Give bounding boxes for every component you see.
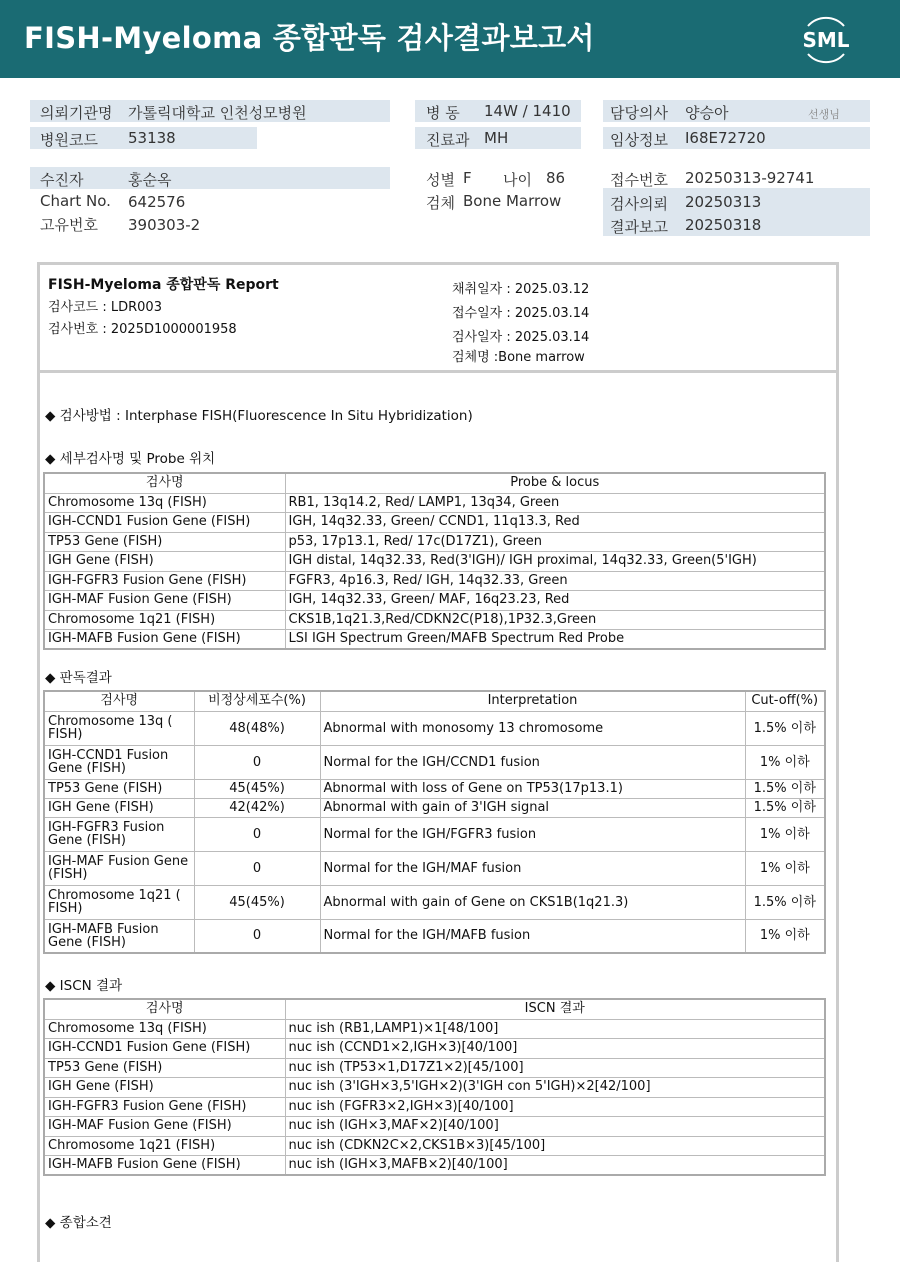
iscn-test-name: IGH-CCND1 Fusion Gene (FISH): [44, 1039, 285, 1059]
sml-logo: [798, 12, 854, 68]
iscn-test-name: IGH-FGFR3 Fusion Gene (FISH): [44, 1097, 285, 1117]
iscn-row: [44, 1058, 825, 1078]
result-test-name: IGH-FGFR3 Fusion Gene (FISH): [44, 817, 194, 851]
department-value: MH: [484, 129, 509, 147]
probe-test-name: Chromosome 1q21 (FISH): [44, 610, 285, 630]
iscn-row: [44, 1019, 825, 1039]
sex-value: F: [463, 169, 472, 187]
result-abnormal-count: 0: [194, 817, 320, 851]
result-cutoff: 1% 이하: [745, 919, 825, 953]
iscn-row: [44, 1136, 825, 1156]
institution-value: 가톨릭대학교 인천성모병원: [128, 104, 307, 122]
iscn-row: [44, 1039, 825, 1059]
result-value: 20250318: [685, 216, 762, 234]
iscn-row: [44, 1097, 825, 1117]
result-test-name: IGH-MAFB Fusion Gene (FISH): [44, 919, 194, 953]
probe-row: [44, 513, 825, 533]
iscn-result: nuc ish (3'IGH×3,5'IGH×2)(3'IGH con 5'IGH)×2[42/100]: [285, 1078, 825, 1098]
result-row: [44, 798, 825, 817]
probe-locus: RB1, 13q14.2, Red/ LAMP1, 13q34, Green: [285, 493, 825, 513]
iscn-test-name: IGH Gene (FISH): [44, 1078, 285, 1098]
probe-test-name: IGH-MAFB Fusion Gene (FISH): [44, 630, 285, 650]
ward-value: 14W / 1410: [484, 102, 571, 120]
result-row: [44, 779, 825, 798]
result-test-name: Chromosome 13q ( FISH): [44, 711, 194, 745]
patient-label: 수진자: [40, 171, 84, 189]
result-interpretation: Abnormal with loss of Gene on TP53(17p13.1): [320, 779, 745, 798]
request-value: 20250313: [685, 193, 762, 211]
unique-value: 390303-2: [128, 216, 201, 234]
receipt-no-label: 접수번호: [610, 171, 668, 189]
doctor-value: 양승아: [685, 104, 729, 122]
iscn-test-name: Chromosome 13q (FISH): [44, 1019, 285, 1039]
age-value: 86: [546, 169, 566, 187]
specimen-name: 검체명 :Bone marrow: [452, 350, 585, 365]
result-abnormal-count: 42(42%): [194, 798, 320, 817]
institution-label: 의뢰기관명: [40, 104, 113, 122]
iscn-row: [44, 1156, 825, 1176]
result-row: [44, 817, 825, 851]
result-test-name: TP53 Gene (FISH): [44, 779, 194, 798]
report-divider: [37, 370, 839, 373]
probe-row: [44, 610, 825, 630]
result-interpretation: Normal for the IGH/MAF fusion: [320, 851, 745, 885]
iscn-result: nuc ish (TP53×1,D17Z1×2)[45/100]: [285, 1058, 825, 1078]
iscn-header-result: ISCN 결과: [285, 999, 825, 1019]
report-title: FISH-Myeloma 종합판독 검사결과보고서: [24, 21, 595, 55]
unique-label: 고유번호: [40, 216, 98, 234]
receipt-no-value: 20250313-92741: [685, 169, 815, 187]
result-cutoff: 1.5% 이하: [745, 885, 825, 919]
iscn-result: nuc ish (IGH×3,MAF×2)[40/100]: [285, 1117, 825, 1137]
probe-table: [43, 472, 826, 650]
iscn-result: nuc ish (FGFR3×2,IGH×3)[40/100]: [285, 1097, 825, 1117]
probe-header-locus: Probe & locus: [285, 473, 825, 493]
result-cutoff: 1.5% 이하: [745, 798, 825, 817]
report-subtitle: FISH-Myeloma 종합판독 Report: [48, 277, 279, 293]
probe-test-name: Chromosome 13q (FISH): [44, 493, 285, 513]
result-abnormal-count: 45(45%): [194, 779, 320, 798]
result-test-name: IGH Gene (FISH): [44, 798, 194, 817]
probe-test-name: TP53 Gene (FISH): [44, 532, 285, 552]
summary-heading: ◆ 종합소견: [45, 1215, 112, 1231]
probe-locus: FGFR3, 4p16.3, Red/ IGH, 14q32.33, Green: [285, 571, 825, 591]
iscn-result: nuc ish (IGH×3,MAFB×2)[40/100]: [285, 1156, 825, 1176]
probe-locus: IGH distal, 14q32.33, Red(3'IGH)/ IGH proximal, 14q32.33, Green(5'IGH): [285, 552, 825, 572]
probe-row: [44, 532, 825, 552]
result-cutoff: 1.5% 이하: [745, 779, 825, 798]
iscn-test-name: TP53 Gene (FISH): [44, 1058, 285, 1078]
iscn-header-name: 검사명: [44, 999, 285, 1019]
result-interpretation: Normal for the IGH/FGFR3 fusion: [320, 817, 745, 851]
iscn-test-name: IGH-MAF Fusion Gene (FISH): [44, 1117, 285, 1137]
result-abnormal-count: 0: [194, 745, 320, 779]
specimen-label: 검체: [426, 194, 455, 212]
result-row: [44, 851, 825, 885]
patient-bar: [30, 167, 390, 189]
probe-locus: CKS1B,1q21.3,Red/CDKN2C(P18),1P32.3,Green: [285, 610, 825, 630]
probe-row: [44, 630, 825, 650]
doctor-label: 담당의사: [610, 104, 668, 122]
clinical-value: I68E72720: [685, 129, 766, 147]
iscn-row: [44, 1117, 825, 1137]
probe-locus: IGH, 14q32.33, Green/ CCND1, 11q13.3, Red: [285, 513, 825, 533]
test-number: 검사번호 : 2025D1000001958: [48, 322, 237, 337]
probe-header-name: 검사명: [44, 473, 285, 493]
iscn-test-name: Chromosome 1q21 (FISH): [44, 1136, 285, 1156]
result-interpretation: Normal for the IGH/MAFB fusion: [320, 919, 745, 953]
result-cutoff: 1.5% 이하: [745, 711, 825, 745]
probe-test-name: IGH-FGFR3 Fusion Gene (FISH): [44, 571, 285, 591]
patient-value: 홍순옥: [128, 171, 172, 189]
result-label: 결과보고: [610, 218, 668, 236]
probe-test-name: IGH-CCND1 Fusion Gene (FISH): [44, 513, 285, 533]
result-header-cutoff: Cut-off(%): [745, 691, 825, 711]
iscn-table: [43, 998, 826, 1176]
result-header-abnormal: 비정상세포수(%): [194, 691, 320, 711]
probe-row: [44, 571, 825, 591]
result-test-name: IGH-CCND1 Fusion Gene (FISH): [44, 745, 194, 779]
result-abnormal-count: 48(48%): [194, 711, 320, 745]
iscn-result: nuc ish (RB1,LAMP1)×1[48/100]: [285, 1019, 825, 1039]
result-header-interpretation: Interpretation: [320, 691, 745, 711]
chart-label: Chart No.: [40, 192, 111, 210]
request-label: 검사의뢰: [610, 195, 668, 213]
test-date: 검사일자 : 2025.03.14: [452, 330, 590, 345]
result-interpretation: Normal for the IGH/CCND1 fusion: [320, 745, 745, 779]
result-cutoff: 1% 이하: [745, 817, 825, 851]
result-abnormal-count: 0: [194, 851, 320, 885]
result-test-name: Chromosome 1q21 ( FISH): [44, 885, 194, 919]
probe-locus: IGH, 14q32.33, Green/ MAF, 16q23.23, Red: [285, 591, 825, 611]
result-interpretation: Abnormal with monosomy 13 chromosome: [320, 711, 745, 745]
iscn-result: nuc ish (CCND1×2,IGH×3)[40/100]: [285, 1039, 825, 1059]
age-label: 나이: [503, 171, 532, 189]
probe-row: [44, 493, 825, 513]
iscn-row: [44, 1078, 825, 1098]
result-row: [44, 711, 825, 745]
result-row: [44, 919, 825, 953]
hospital-code-label: 병원코드: [40, 131, 98, 149]
report-header: [0, 0, 900, 78]
probe-locus: LSI IGH Spectrum Green/MAFB Spectrum Red Probe: [285, 630, 825, 650]
receipt-date: 접수일자 : 2025.03.14: [452, 306, 590, 321]
probe-row: [44, 552, 825, 572]
result-cutoff: 1% 이하: [745, 745, 825, 779]
clinical-label: 임상정보: [610, 131, 668, 149]
sex-label: 성별: [426, 171, 455, 189]
logo-text: SML: [802, 28, 850, 52]
probe-test-name: IGH-MAF Fusion Gene (FISH): [44, 591, 285, 611]
result-abnormal-count: 45(45%): [194, 885, 320, 919]
result-table: [43, 690, 826, 954]
specimen-value: Bone Marrow: [463, 192, 562, 210]
result-interpretation: Abnormal with gain of 3'IGH signal: [320, 798, 745, 817]
method-heading: ◆ 검사방법 : Interphase FISH(Fluorescence In Situ Hybridization): [45, 408, 473, 424]
result-row: [44, 745, 825, 779]
chart-value: 642576: [128, 193, 186, 211]
ward-label: 병 동: [426, 104, 460, 122]
probe-heading: ◆ 세부검사명 및 Probe 위치: [45, 451, 216, 467]
result-header-name: 검사명: [44, 691, 194, 711]
iscn-heading: ◆ ISCN 결과: [45, 978, 123, 994]
result-heading: ◆ 판독결과: [45, 670, 112, 686]
doctor-suffix: 선생님: [808, 108, 840, 121]
result-abnormal-count: 0: [194, 919, 320, 953]
probe-test-name: IGH Gene (FISH): [44, 552, 285, 572]
result-cutoff: 1% 이하: [745, 851, 825, 885]
result-test-name: IGH-MAF Fusion Gene (FISH): [44, 851, 194, 885]
test-code: 검사코드 : LDR003: [48, 300, 162, 315]
hospital-code-value: 53138: [128, 129, 176, 147]
iscn-result: nuc ish (CDKN2C×2,CKS1B×3)[45/100]: [285, 1136, 825, 1156]
probe-row: [44, 591, 825, 611]
collect-date: 채취일자 : 2025.03.12: [452, 282, 590, 297]
result-interpretation: Abnormal with gain of Gene on CKS1B(1q21.3): [320, 885, 745, 919]
iscn-test-name: IGH-MAFB Fusion Gene (FISH): [44, 1156, 285, 1176]
probe-locus: p53, 17p13.1, Red/ 17c(D17Z1), Green: [285, 532, 825, 552]
result-row: [44, 885, 825, 919]
department-label: 진료과: [426, 131, 470, 149]
